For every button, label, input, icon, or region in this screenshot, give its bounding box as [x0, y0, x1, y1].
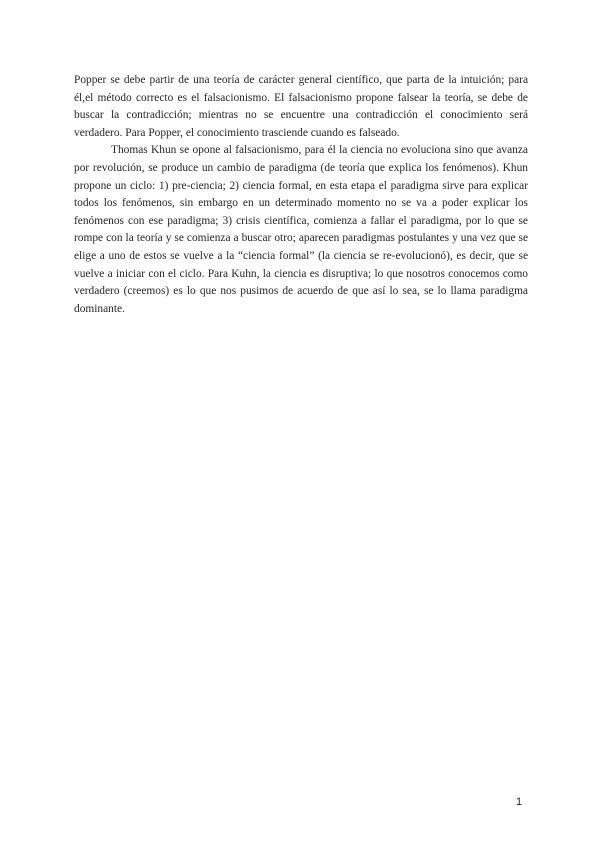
paragraph-popper: Popper se debe partir de una teoría de carácter general científico, que parta de la intuición; para él,el método correcto es el falsacionismo. El falsacionismo propone falsear la teoría, se debe de buscar la contradicción; mientras no se encuentre una contradicción el conocimiento será verdadero. Para Popper, el conocimiento trasciende cuando es falseado. — [74, 74, 528, 139]
paragraph-kuhn: Thomas Khun se opone al falsacionismo, para él la ciencia no evoluciona sino que avanza por revolución, se produce un cambio de paradigma (de teoría que explica los fenómenos). Khun propone un ciclo: 1) pre-ciencia; 2) ciencia formal, en esta etapa el paradigma sirve para explicar todos los fenómenos, sin embargo en un determinado momento no se va a poder explicar los fenómenos con ese paradigma; 3) crisis científica, comienza a fallar el paradigma, por lo que se rompe con la teoría y se comienza a buscar otro; aparecen paradigmas postulantes y una vez que se elige a uno de estos se vuelve a la “ciencia formal” (la ciencia se re-evolucionó), es decir, que se vuelve a iniciar con el ciclo. Para Kuhn, la ciencia es disruptiva; lo que nosotros conocemos como verdadero (creemos) es lo que nos pusimos de acuerdo de que así lo sea, se lo llama paradigma dominante. — [74, 144, 528, 315]
page-number: 1 — [516, 796, 523, 808]
document-body — [74, 72, 528, 318]
